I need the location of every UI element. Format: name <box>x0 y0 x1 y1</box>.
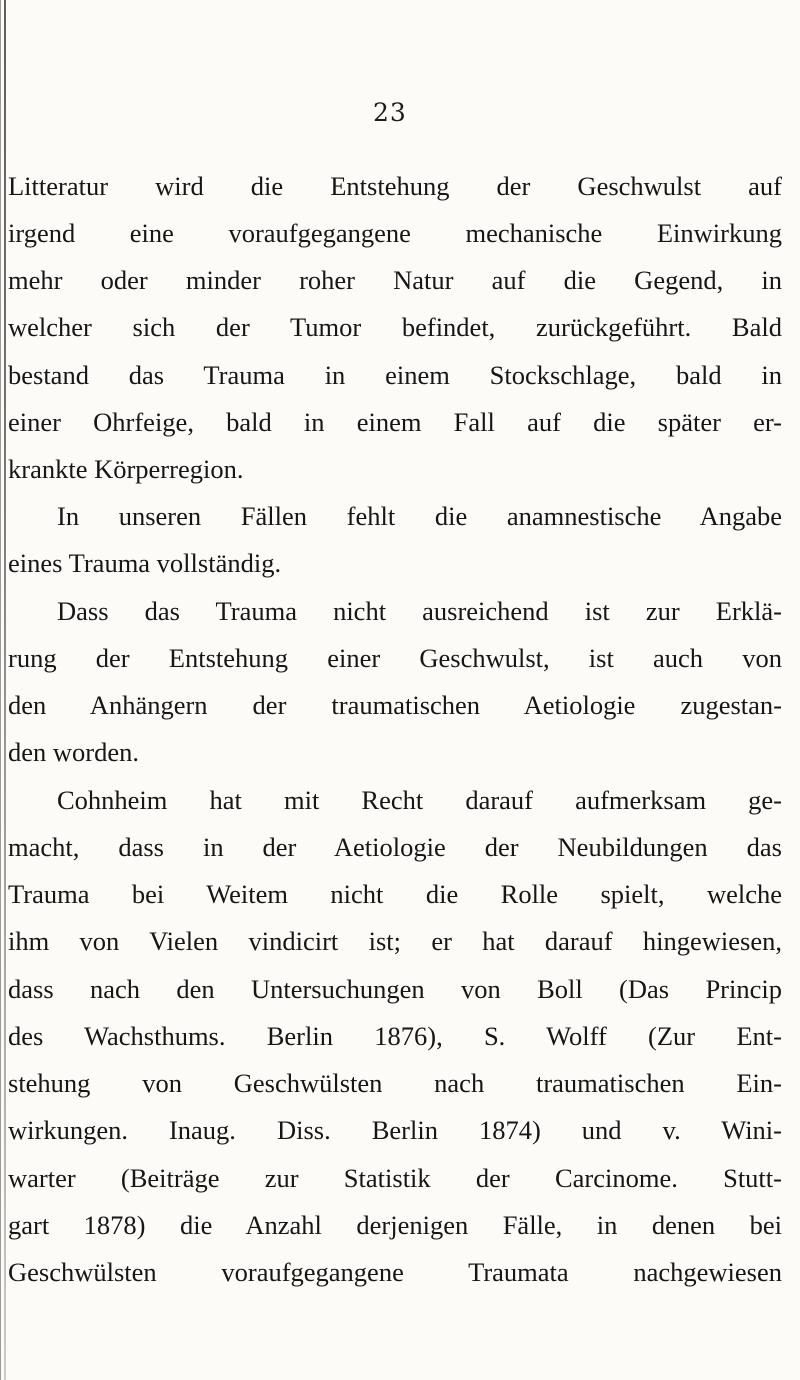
text-line: stehung von Geschwülsten nach traumatischen Ein- <box>8 1068 782 1098</box>
text-line: einer Ohrfeige, bald in einem Fall auf die später er- <box>8 407 782 437</box>
text-line: macht, dass in der Aetiologie der Neubildungen das <box>8 832 782 862</box>
text-line: wirkungen. Inaug. Diss. Berlin 1874) und v. Wini- <box>8 1115 782 1145</box>
text-line: rung der Entstehung einer Geschwulst, ist auch von <box>8 643 782 673</box>
page-number: 23 <box>373 98 407 127</box>
text-line: irgend eine voraufgegangene mechanische Einwirkung <box>8 218 782 248</box>
paragraph-start-line: Dass das Trauma nicht ausreichend ist zur Erklä- <box>57 596 782 626</box>
text-line: Trauma bei Weitem nicht die Rolle spielt, welche <box>8 879 782 909</box>
page-binding-edge <box>4 0 6 1380</box>
text-line: gart 1878) die Anzahl derjenigen Fälle, in denen bei <box>8 1210 782 1240</box>
text-line: bestand das Trauma in einem Stockschlage, bald in <box>8 360 782 390</box>
text-line: ihm von Vielen vindicirt ist; er hat darauf hingewiesen, <box>8 926 782 956</box>
text-line: den Anhängern der traumatischen Aetiologie zugestan- <box>8 690 782 720</box>
text-line: krankte Körperregion. <box>8 454 244 484</box>
text-line: welcher sich der Tumor befindet, zurückgeführt. Bald <box>8 312 782 342</box>
text-line: dass nach den Untersuchungen von Boll (Das Princip <box>8 974 782 1004</box>
text-line: Litteratur wird die Entstehung der Geschwulst auf <box>8 171 782 201</box>
paragraph-start-line: Cohnheim hat mit Recht darauf aufmerksam ge- <box>57 785 782 815</box>
paragraph-start-line: In unseren Fällen fehlt die anamnestische Angabe <box>57 501 782 531</box>
text-line: warter (Beiträge zur Statistik der Carcinome. Stutt- <box>8 1163 782 1193</box>
text-line: Geschwülsten voraufgegangene Traumata nachgewiesen <box>8 1257 782 1287</box>
text-line: eines Trauma vollständig. <box>8 548 282 578</box>
page-edge-shadow <box>0 0 1 1380</box>
text-line: mehr oder minder roher Natur auf die Gegend, in <box>8 265 782 295</box>
text-line: des Wachsthums. Berlin 1876), S. Wolff (Zur Ent- <box>8 1021 782 1051</box>
text-line: den worden. <box>8 737 139 767</box>
